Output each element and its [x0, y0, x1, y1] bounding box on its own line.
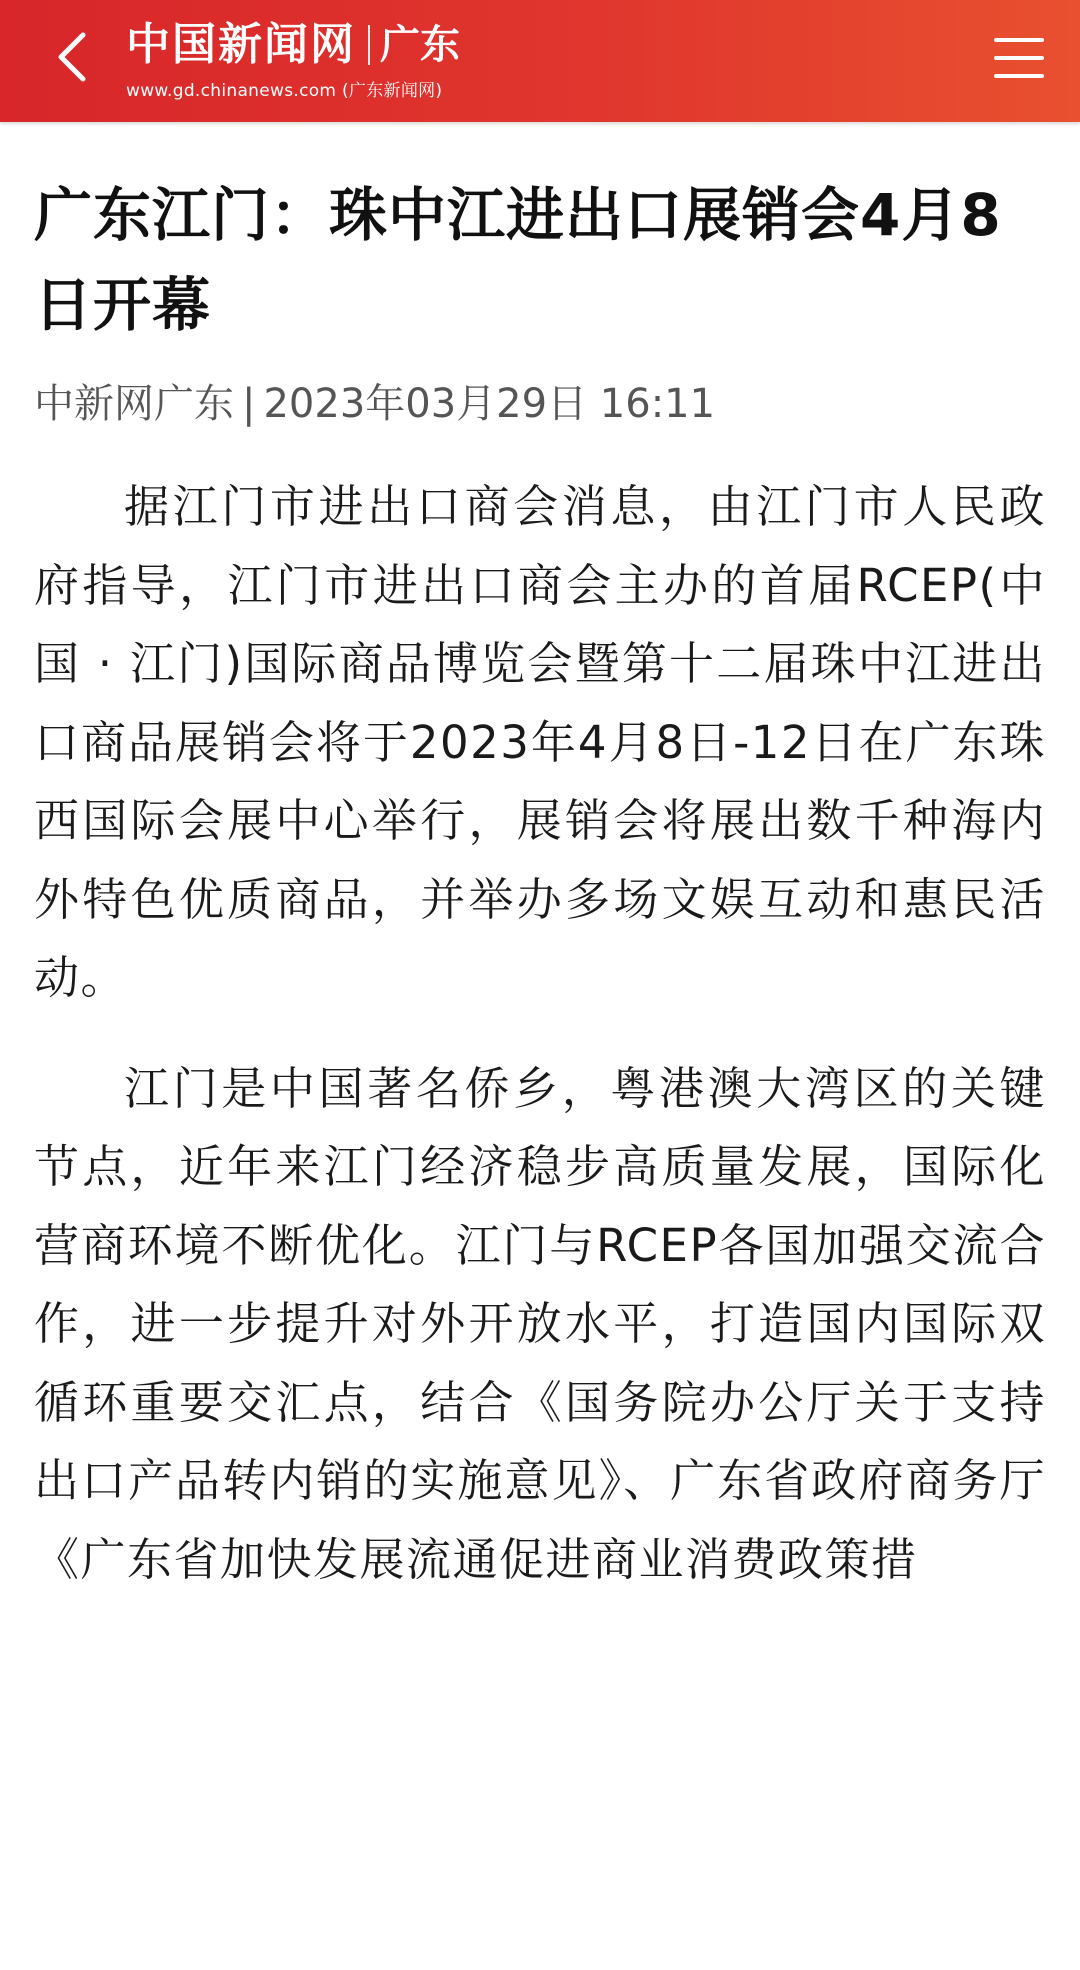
meta-separator: |	[242, 381, 256, 427]
site-logo[interactable]	[126, 16, 460, 106]
hamburger-menu-icon	[994, 38, 1044, 78]
article-paragraph: 据江门市进出口商会消息，由江门市人民政府指导，江门市进出口商会主办的首届RCEP(中国 · 江门)国际商品博览会暨第十二届珠中江进出口商品展销会将于2023年4月8日-12日在广东珠西国际会展中心举行，展销会将展出数千种海内外特色优质商品，并举办多场文娱互动和惠民活动。	[34, 480, 1046, 1004]
chevron-left-icon	[55, 31, 89, 83]
logo-region: 广东	[380, 22, 460, 68]
article-meta	[34, 380, 1046, 428]
top-header	[0, 0, 1080, 122]
article-title: 广东江门：珠中江进出口展销会4月8日开幕	[34, 181, 1002, 339]
logo-divider	[368, 25, 370, 65]
article-datetime: 2023年03月29日 16:11	[263, 381, 716, 427]
article-content	[34, 170, 1046, 1599]
article-paragraph: 江门是中国著名侨乡，粤港澳大湾区的关键节点，近年来江门经济稳步高质量发展，国际化营商环境不断优化。江门与RCEP各国加强交流合作，进一步提升对外开放水平，打造国内国际双循环重要交汇点，结合《国务院办公厅关于支持出口产品转内销的实施意见》、广东省政府商务厅《广东省加快发展流通促进商业消费政策措	[34, 1061, 1046, 1586]
menu-button[interactable]	[994, 38, 1044, 86]
logo-url: www.gd.chinanews.com (广东新闻网)	[126, 81, 443, 101]
article-source: 中新网广东	[34, 381, 234, 427]
logo-text: 中国新闻网	[126, 19, 356, 70]
back-button[interactable]	[42, 22, 102, 92]
